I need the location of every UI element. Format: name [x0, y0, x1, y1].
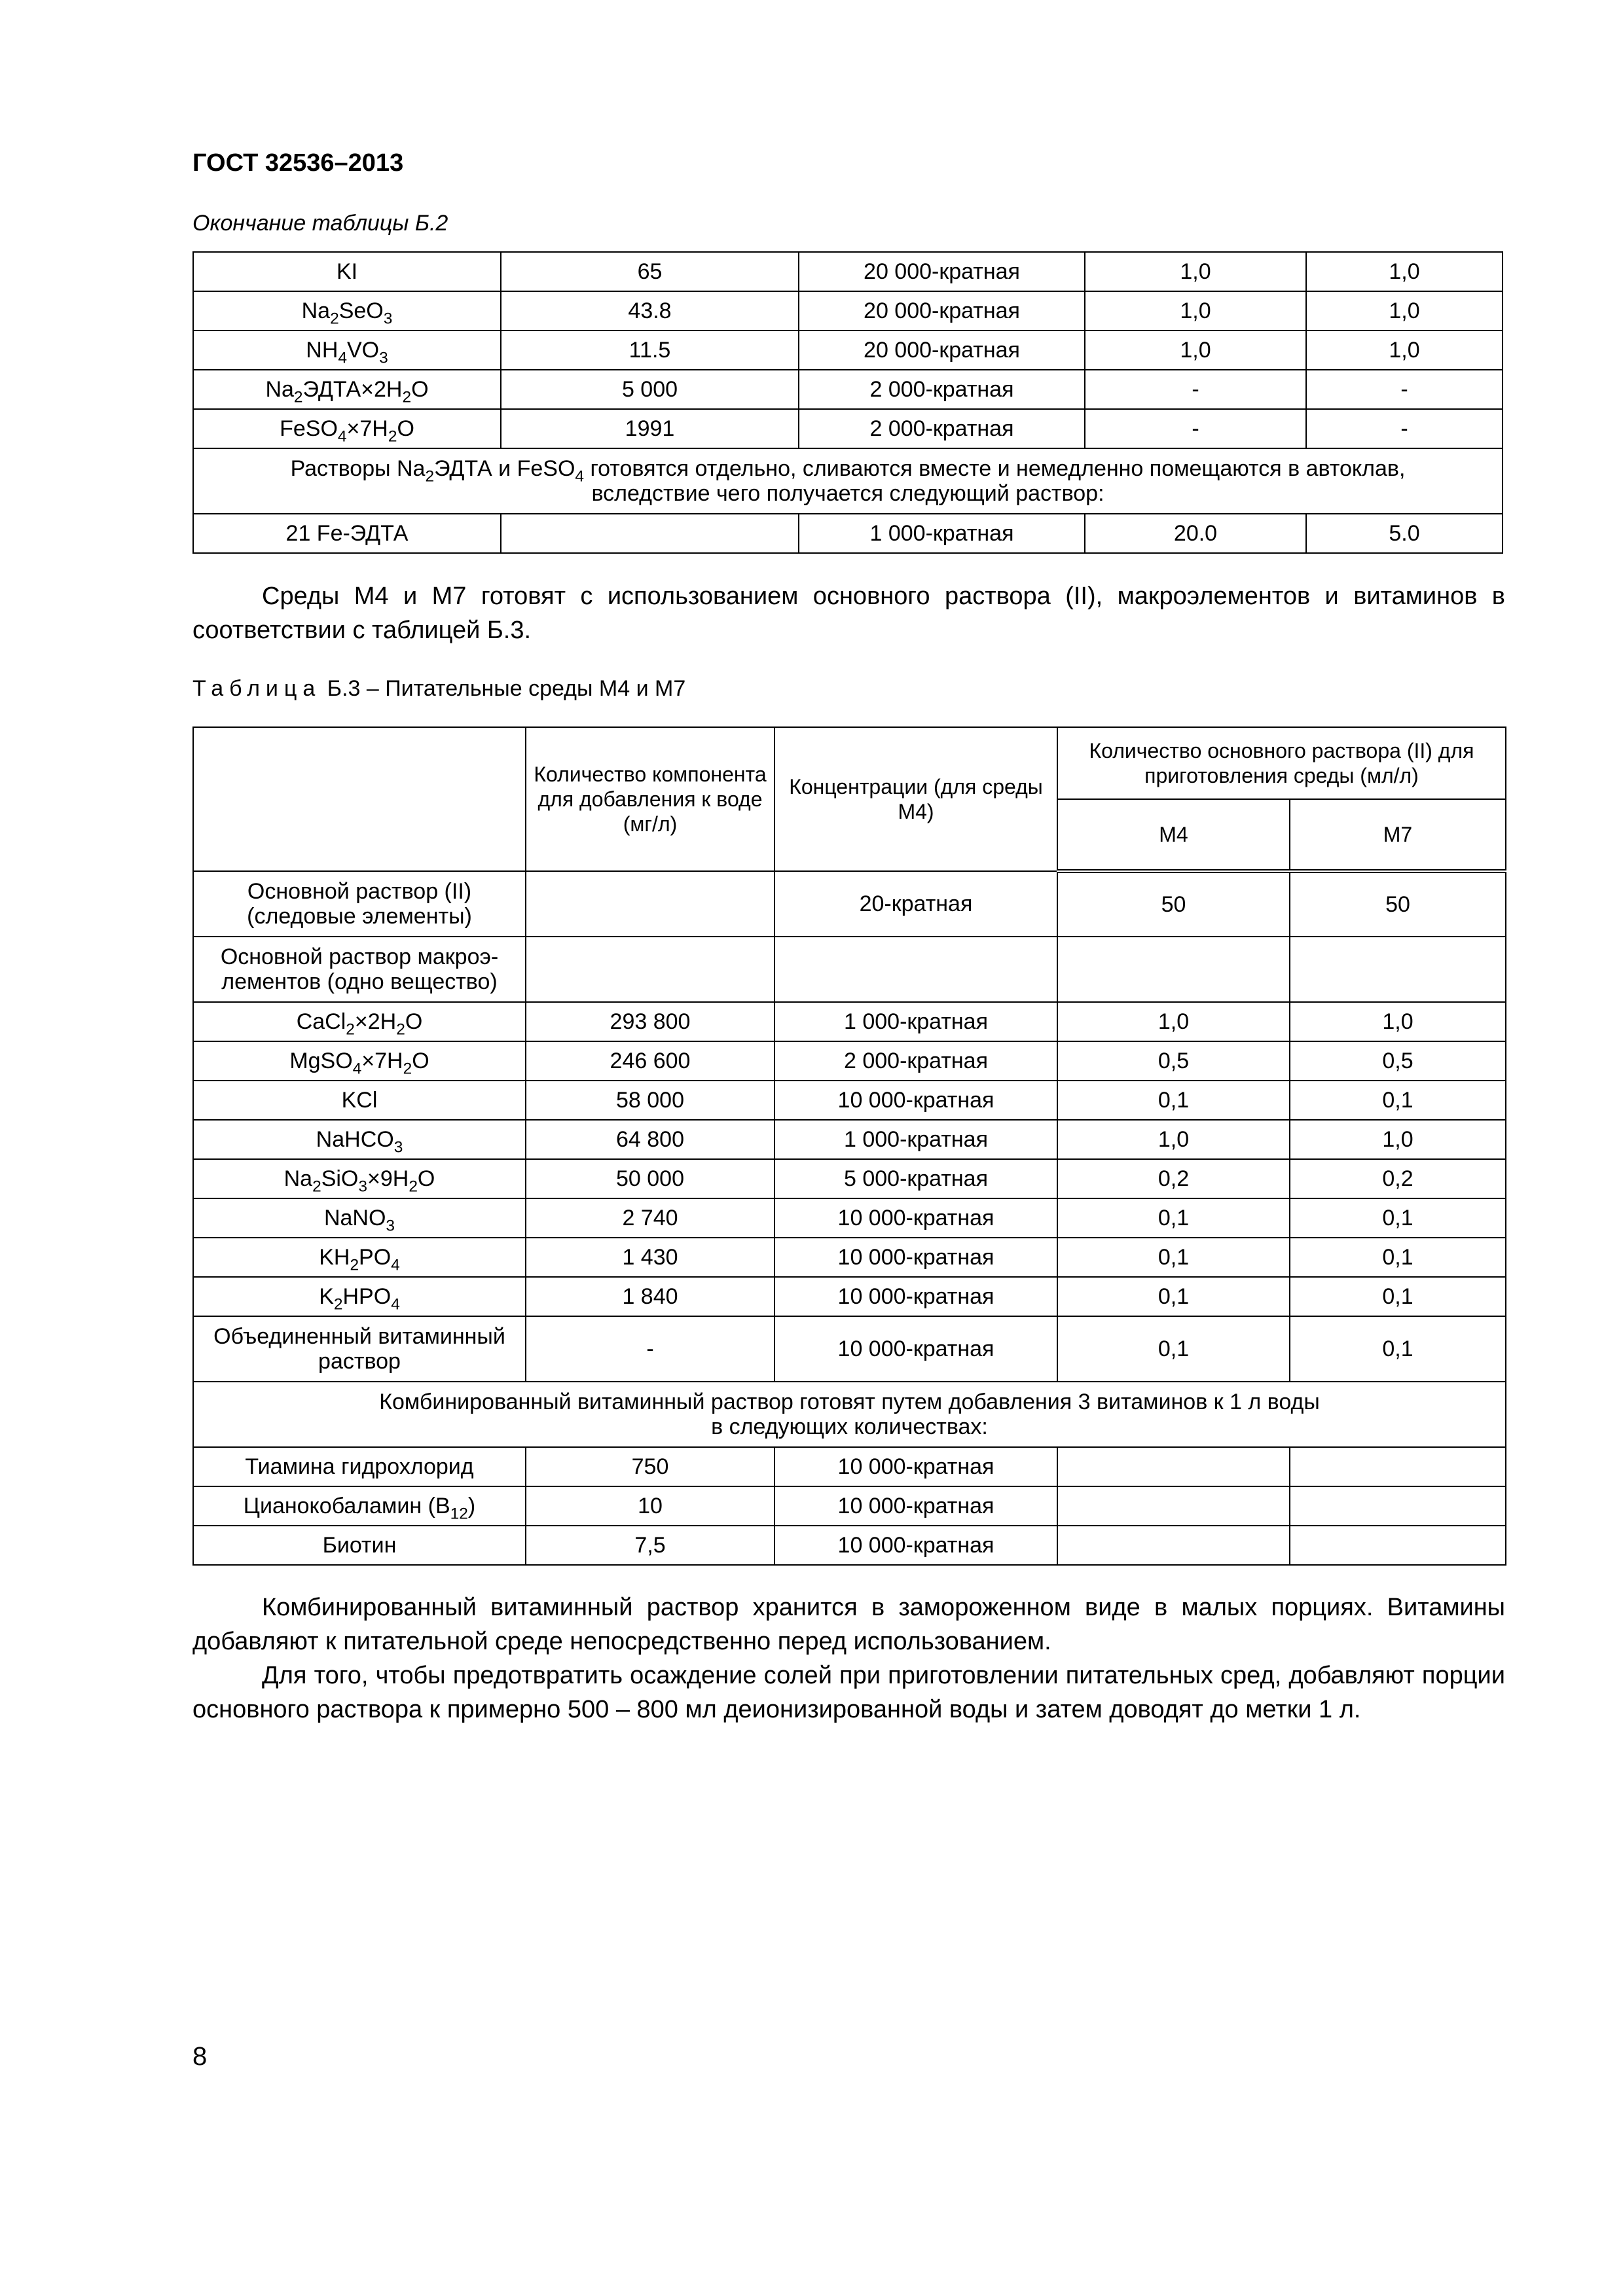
- value-m7: 0,1: [1290, 1198, 1506, 1238]
- value-m4: 1,0: [1057, 1120, 1290, 1159]
- component-amount: 293 800: [526, 1002, 775, 1041]
- value-m7: 50: [1290, 871, 1506, 937]
- table-row: [193, 1486, 1506, 1526]
- table-row: [193, 1041, 1506, 1081]
- value-m4: [1057, 1447, 1290, 1486]
- concentration: 1 000-кратная: [775, 1002, 1057, 1041]
- component-name: NaHCO$_3$: [193, 1120, 526, 1159]
- table-row: [193, 1002, 1506, 1041]
- value-m7: 0,2: [1290, 1159, 1506, 1198]
- component-amount: 11.5: [501, 331, 799, 370]
- component-name: KCl: [193, 1081, 526, 1120]
- value-m7: 1,0: [1290, 1120, 1506, 1159]
- concentration: 10 000-кратная: [775, 1198, 1057, 1238]
- component-amount: 58 000: [526, 1081, 775, 1120]
- value-m7: 1,0: [1306, 291, 1503, 331]
- table-note: Растворы $Na_2ЭДТА$ и FeSO$_4$ готовятся отдельно, сливаются вместе и немедленно помещаются в автоклав, вследствие чего получается следующий раствор:: [193, 448, 1503, 514]
- value-m7: 0,1: [1290, 1277, 1506, 1316]
- value-m7: 1,0: [1306, 331, 1503, 370]
- value-m4: -: [1085, 370, 1306, 409]
- table-note-row: [193, 448, 1503, 514]
- component-name: KI: [193, 252, 501, 291]
- value-m7: -: [1306, 370, 1503, 409]
- table-row: [193, 1198, 1506, 1238]
- component-amount: 65: [501, 252, 799, 291]
- table-row: [193, 252, 1503, 291]
- table-b2-end: [192, 251, 1503, 554]
- concentration: 2 000-кратная: [775, 1041, 1057, 1081]
- value-m7: -: [1306, 409, 1503, 448]
- value-m7: 5.0: [1306, 514, 1503, 553]
- concentration: 2 000-кратная: [799, 409, 1085, 448]
- table-b3-caption: Таблица Б.3 – Питательные среды М4 и М7: [192, 676, 686, 701]
- component-name: $NH_4VO_3$: [193, 331, 501, 370]
- component-amount: 5 000: [501, 370, 799, 409]
- component-name: $K_2HPO_4$: [193, 1277, 526, 1316]
- concentration: 20-кратная: [775, 871, 1057, 937]
- document-header: ГОСТ 32536–2013: [192, 149, 404, 177]
- value-m4: 0,2: [1057, 1159, 1290, 1198]
- concentration: 10 000-кратная: [775, 1526, 1057, 1565]
- component-amount: 2 740: [526, 1198, 775, 1238]
- header-m4: М4: [1057, 799, 1290, 871]
- table-row: [193, 1238, 1506, 1277]
- value-m7: 0,1: [1290, 1081, 1506, 1120]
- value-m4: 0,1: [1057, 1277, 1290, 1316]
- table-row: [193, 370, 1503, 409]
- component-name: Тиамина гидрохлорид: [193, 1447, 526, 1486]
- table-row: [193, 1526, 1506, 1565]
- value-m4: 1,0: [1085, 291, 1306, 331]
- table-row: [193, 1081, 1506, 1120]
- value-m4: 0,1: [1057, 1238, 1290, 1277]
- concentration: 10 000-кратная: [775, 1316, 1057, 1382]
- component-name: Основной раствор (II) (следовые элементы): [193, 871, 526, 937]
- header-m7: М7: [1290, 799, 1506, 871]
- value-m7: [1290, 1447, 1506, 1486]
- component-amount: 1 840: [526, 1277, 775, 1316]
- table-row: [193, 514, 1503, 553]
- component-name: NaNO$_3$: [193, 1198, 526, 1238]
- component-name: $FeSO_4\times 7H_2O$: [193, 409, 501, 448]
- component-name: Основной раствор макроэ-лементов (одно вещество): [193, 937, 526, 1002]
- table-note-row: [193, 1382, 1506, 1447]
- value-m4: 0,1: [1057, 1198, 1290, 1238]
- component-amount: 50 000: [526, 1159, 775, 1198]
- component-amount: [526, 937, 775, 1002]
- component-name: Цианокобаламин $(B_{12})$: [193, 1486, 526, 1526]
- concentration: 10 000-кратная: [775, 1081, 1057, 1120]
- table-row: [193, 331, 1503, 370]
- component-amount: 246 600: [526, 1041, 775, 1081]
- header-empty: [193, 727, 526, 871]
- value-m4: [1057, 1526, 1290, 1565]
- concentration: 10 000-кратная: [775, 1277, 1057, 1316]
- component-amount: 7,5: [526, 1526, 775, 1565]
- concentration: 1 000-кратная: [775, 1120, 1057, 1159]
- table-row: [193, 1277, 1506, 1316]
- paragraph-precipitation: Для того, чтобы предотвратить осаждение солей при приготовлении питательных сред, добавляют порции основного раствора к примерно 500 – 800 мл деионизированной воды и затем доводят до метки 1 л.: [192, 1662, 1505, 1723]
- component-amount: -: [526, 1316, 775, 1382]
- value-m4: 20.0: [1085, 514, 1306, 553]
- value-m4: 1,0: [1085, 331, 1306, 370]
- concentration: 20 000-кратная: [799, 331, 1085, 370]
- concentration: 1 000-кратная: [799, 514, 1085, 553]
- value-m7: [1290, 1486, 1506, 1526]
- component-name: $Na_2SiO_3\times 9H_2O$: [193, 1159, 526, 1198]
- value-m7: [1290, 937, 1506, 1002]
- header-stock-volume: Количество основного раствора (II) для приготовления среды (мл/л): [1057, 727, 1506, 799]
- concentration: 20 000-кратная: [799, 291, 1085, 331]
- concentration: 5 000-кратная: [775, 1159, 1057, 1198]
- component-name: $KH_2PO_4$: [193, 1238, 526, 1277]
- table-note: Комбинированный витаминный раствор готовят путем добавления 3 витаминов к 1 л воды в следующих количествах:: [193, 1382, 1506, 1447]
- value-m7: 0,1: [1290, 1316, 1506, 1382]
- table-row: [193, 1316, 1506, 1382]
- table-row: [193, 937, 1506, 1002]
- component-name: Объединенный витаминный раствор: [193, 1316, 526, 1382]
- concentration: [775, 937, 1057, 1002]
- value-m7: 1,0: [1306, 252, 1503, 291]
- component-amount: [526, 871, 775, 937]
- value-m4: 1,0: [1085, 252, 1306, 291]
- component-name: $MgSO_4\times 7H_2O$: [193, 1041, 526, 1081]
- component-amount: 750: [526, 1447, 775, 1486]
- header-concentration: Концентрации (для среды М4): [775, 727, 1057, 871]
- component-name: 21 Fe-ЭДТА: [193, 514, 501, 553]
- concentration: 10 000-кратная: [775, 1238, 1057, 1277]
- table-row: [193, 1447, 1506, 1486]
- value-m4: 0,1: [1057, 1081, 1290, 1120]
- table-row: [193, 291, 1503, 331]
- component-amount: 43.8: [501, 291, 799, 331]
- component-name: $Na_2ЭДТА\times 2H_2O$: [193, 370, 501, 409]
- concentration: 20 000-кратная: [799, 252, 1085, 291]
- concentration: 10 000-кратная: [775, 1486, 1057, 1526]
- paragraph-storage: [192, 1590, 1505, 1727]
- table-b2-continuation-caption: Окончание таблицы Б.2: [192, 211, 448, 236]
- concentration: 10 000-кратная: [775, 1447, 1057, 1486]
- paragraph-media-intro: Среды М4 и М7 готовят с использованием основного раствора (II), макроэлементов и витаминов в соответствии с таблицей Б.3.: [192, 583, 1505, 644]
- component-amount: [501, 514, 799, 553]
- value-m4: 0,5: [1057, 1041, 1290, 1081]
- component-name: Биотин: [193, 1526, 526, 1565]
- concentration: 2 000-кратная: [799, 370, 1085, 409]
- table-row: [193, 409, 1503, 448]
- value-m4: -: [1085, 409, 1306, 448]
- value-m7: 0,1: [1290, 1238, 1506, 1277]
- table-row: [193, 1120, 1506, 1159]
- value-m7: 1,0: [1290, 1002, 1506, 1041]
- header-amount: Количество компонента для добавления к воде (мг/л): [526, 727, 775, 871]
- paragraph-vitamin-storage: Комбинированный витаминный раствор хранится в замороженном виде в малых порциях. Витамины добавляют к питательной среде непосредственно перед использованием.: [192, 1594, 1505, 1655]
- component-amount: 64 800: [526, 1120, 775, 1159]
- component-name: $Na_2SeO_3$: [193, 291, 501, 331]
- value-m4: [1057, 1486, 1290, 1526]
- component-amount: 1 430: [526, 1238, 775, 1277]
- value-m4: 1,0: [1057, 1002, 1290, 1041]
- page-number: 8: [192, 2042, 208, 2071]
- value-m4: 50: [1057, 871, 1290, 937]
- table-b3: [192, 726, 1506, 1566]
- component-amount: 10: [526, 1486, 775, 1526]
- component-amount: 1991: [501, 409, 799, 448]
- value-m7: [1290, 1526, 1506, 1565]
- value-m4: 0,1: [1057, 1316, 1290, 1382]
- table-row: [193, 1159, 1506, 1198]
- value-m7: 0,5: [1290, 1041, 1506, 1081]
- table-header-row: [193, 727, 1506, 799]
- value-m4: [1057, 937, 1290, 1002]
- component-name: $CaCl_2\times 2H_2O$: [193, 1002, 526, 1041]
- table-row: [193, 871, 1506, 937]
